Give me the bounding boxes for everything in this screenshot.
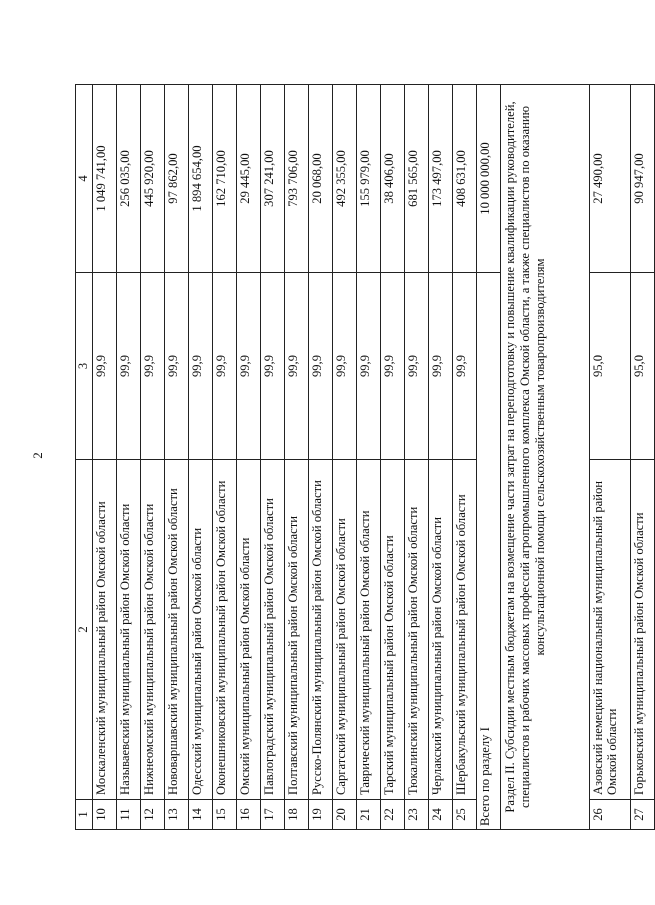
district-name: Азовский немецкий национальный муниципальный район Омской области (590, 460, 631, 800)
amount-value: 793 706,00 (285, 85, 309, 273)
amount-value: 90 947,00 (631, 85, 655, 273)
row-number: 21 (357, 800, 381, 830)
section-row (501, 85, 590, 830)
amount-value: 27 490,00 (590, 85, 631, 273)
row-number: 12 (141, 800, 165, 830)
district-name: Оконешниковский муниципальный район Омской области (213, 460, 237, 800)
row-number: 20 (333, 800, 357, 830)
row-number: 27 (631, 800, 655, 830)
row-number: 11 (117, 800, 141, 830)
row-number: 19 (309, 800, 333, 830)
percentage-value: 99,9 (309, 273, 333, 460)
percentage-value: 99,9 (237, 273, 261, 460)
amount-value: 173 497,00 (429, 85, 453, 273)
percentage-value: 99,9 (429, 273, 453, 460)
total-label: Всего по разделу I (477, 273, 501, 830)
amount-value: 20 068,00 (309, 85, 333, 273)
row-number: 16 (237, 800, 261, 830)
header-col-4: 4 (76, 85, 93, 273)
row-number: 10 (93, 800, 117, 830)
row-number: 25 (453, 800, 477, 830)
district-name: Одесский муниципальный район Омской области (189, 460, 213, 800)
header-col-3: 3 (76, 273, 93, 460)
table-row (261, 85, 285, 830)
district-name: Черлакский муниципальный район Омской области (429, 460, 453, 800)
district-name: Павлоградский муниципальный район Омской области (261, 460, 285, 800)
table-row (117, 85, 141, 830)
percentage-value: 99,9 (117, 273, 141, 460)
table-row (189, 85, 213, 830)
percentage-value: 99,9 (381, 273, 405, 460)
row-number: 24 (429, 800, 453, 830)
percentage-value: 99,9 (141, 273, 165, 460)
row-number: 23 (405, 800, 429, 830)
page-number: 2 (29, 452, 45, 459)
district-name: Нововаршавский муниципальный район Омской области (165, 460, 189, 800)
table-row (213, 85, 237, 830)
header-col-1: 1 (76, 800, 93, 830)
percentage-value: 99,9 (405, 273, 429, 460)
percentage-value: 99,9 (93, 273, 117, 460)
amount-value: 97 862,00 (165, 85, 189, 273)
district-name: Шербакульский муниципальный район Омской области (453, 460, 477, 800)
percentage-value: 99,9 (165, 273, 189, 460)
amount-value: 408 631,00 (453, 85, 477, 273)
table-row (405, 85, 429, 830)
percentage-value: 99,9 (333, 273, 357, 460)
amount-value: 155 979,00 (357, 85, 381, 273)
row-number: 17 (261, 800, 285, 830)
section-2-heading: Раздел II. Субсидии местным бюджетам на возмещение части затрат на переподготовку и повышение квалификации руководителей, специалистов и рабочих массовых профессий агропромышленного комплекса Омской области, а также специалистов по оказанию консультационной помощи сельскохозяйственным товаропроизводителям (501, 85, 590, 830)
table-row (590, 85, 631, 830)
amount-value: 38 406,00 (381, 85, 405, 273)
district-name: Называевский муниципальный район Омской области (117, 460, 141, 800)
amount-value: 162 710,00 (213, 85, 237, 273)
table-row (237, 85, 261, 830)
table-row (165, 85, 189, 830)
total-row (477, 85, 501, 830)
table-row (141, 85, 165, 830)
row-number: 15 (213, 800, 237, 830)
percentage-value: 99,9 (357, 273, 381, 460)
table-row (93, 85, 117, 830)
amount-value: 492 355,00 (333, 85, 357, 273)
row-number: 14 (189, 800, 213, 830)
row-number: 13 (165, 800, 189, 830)
district-name: Тюкалинский муниципальный район Омской области (405, 460, 429, 800)
amount-value: 1 049 741,00 (93, 85, 117, 273)
district-name: Полтавский муниципальный район Омской области (285, 460, 309, 800)
total-amount: 10 000 000,00 (477, 85, 501, 273)
table-row (381, 85, 405, 830)
percentage-value: 99,9 (189, 273, 213, 460)
amount-value: 307 241,00 (261, 85, 285, 273)
district-name: Нижнеомский муниципальный район Омской области (141, 460, 165, 800)
table-row (309, 85, 333, 830)
header-col-2: 2 (76, 460, 93, 800)
row-number: 22 (381, 800, 405, 830)
table-row (357, 85, 381, 830)
amount-value: 1 894 654,00 (189, 85, 213, 273)
district-name: Омский муниципальный район Омской области (237, 460, 261, 800)
amount-value: 445 920,00 (141, 85, 165, 273)
subsidy-table (75, 84, 655, 830)
table-row (285, 85, 309, 830)
district-name: Москаленский муниципальный район Омской области (93, 460, 117, 800)
table-row (333, 85, 357, 830)
district-name: Русско-Полянский муниципальный район Омской области (309, 460, 333, 800)
percentage-value: 99,9 (453, 273, 477, 460)
district-name: Таврический муниципальный район Омской области (357, 460, 381, 800)
percentage-value: 99,9 (261, 273, 285, 460)
row-number: 26 (590, 800, 631, 830)
percentage-value: 95,0 (590, 273, 631, 460)
amount-value: 29 445,00 (237, 85, 261, 273)
district-name: Саргатский муниципальный район Омской области (333, 460, 357, 800)
amount-value: 681 565,00 (405, 85, 429, 273)
header-row (76, 85, 93, 830)
percentage-value: 99,9 (213, 273, 237, 460)
table-row (429, 85, 453, 830)
table-row (453, 85, 477, 830)
amount-value: 256 035,00 (117, 85, 141, 273)
table-row (631, 85, 655, 830)
rotated-table-container (75, 85, 646, 830)
percentage-value: 99,9 (285, 273, 309, 460)
percentage-value: 95,0 (631, 273, 655, 460)
district-name: Горьковский муниципальный район Омской области (631, 460, 655, 800)
district-name: Тарский муниципальный район Омской области (381, 460, 405, 800)
row-number: 18 (285, 800, 309, 830)
